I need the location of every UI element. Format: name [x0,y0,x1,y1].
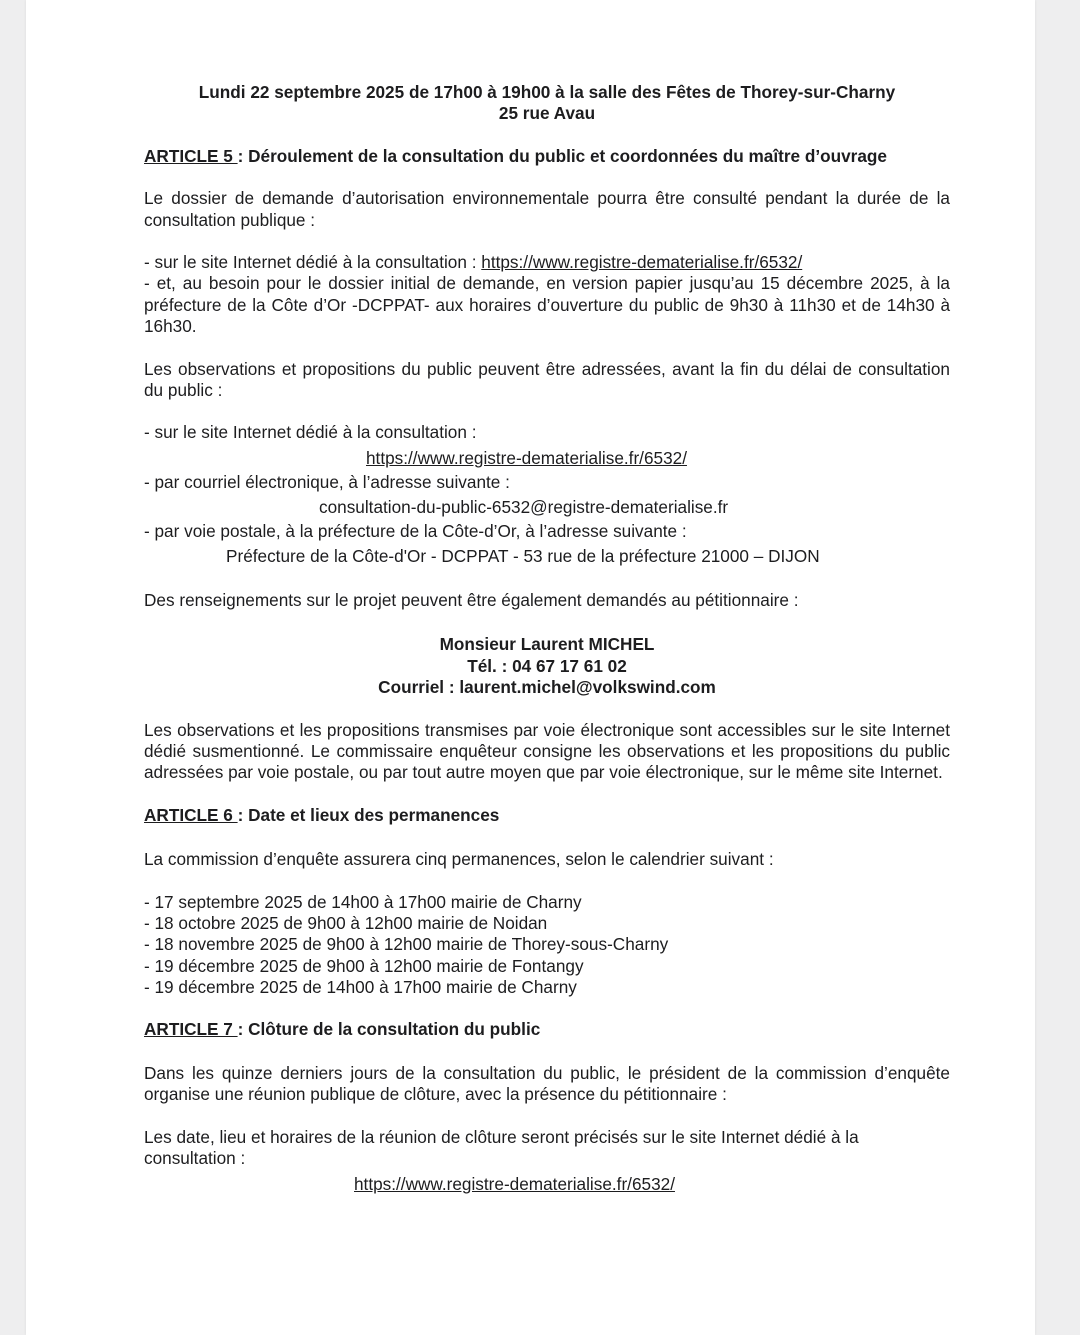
article5-title: : Déroulement de la consultation du public et coordonnées du maître d’ouvrage [237,145,887,166]
closing-registry-link[interactable]: https://www.registre-dematerialise.fr/6532/ [354,1173,675,1194]
article6-title: : Date et lieux des permanences [237,804,500,825]
observations-url-line [144,448,950,469]
article5-site-prefix: - sur le site Internet dédié à la consultation : [144,252,482,273]
observations-intro: Les observations et propositions du public peuvent être adressées, avant la fin du délai de consultation du public : [144,358,950,401]
article7-paragraph-2: Les date, lieu et horaires de la réunion de clôture seront précisés sur le site Internet dédié à la consultation : [144,1126,859,1169]
observations-email[interactable]: consultation-du-public-6532@registre-dematerialise.fr [319,496,729,517]
observations-post-label: - par voie postale, à la préfecture de la Côte-d’Or, à l’adresse suivante : [144,521,687,542]
list-item: - 17 septembre 2025 de 14h00 à 17h00 mairie de Charny [144,891,582,912]
contact-phone: Tél. : 04 67 17 61 02 [467,655,627,676]
article5-heading [144,146,950,167]
accessibility-paragraph: Les observations et les propositions transmises par voie électronique sont accessibles sur le site Internet dédié susmentionné. Le commissaire enquêteur consigne les observations et les propositions du public adressées par voie postale, ou par tout autre moyen que par voie électronique, sur le même site Internet. [144,719,950,783]
article5-intro: Le dossier de demande d’autorisation environnementale pourra être consulté pendant la durée de la consultation publique : [144,188,950,230]
article6-label: ARTICLE 6 [144,804,238,825]
article7-title: : Clôture de la consultation du public [237,1018,541,1039]
info-request: Des renseignements sur le projet peuvent être également demandés au pétitionnaire : [144,589,799,610]
document-page [26,0,1035,1335]
meeting-date-line: Lundi 22 septembre 2025 de 17h00 à 19h00 à la salle des Fêtes de Thorey-sur-Charny [198,82,896,102]
observations-post-line [144,546,950,567]
list-item: - 19 décembre 2025 de 9h00 à 12h00 mairie de Fontangy [144,955,584,976]
article7-label: ARTICLE 7 [144,1018,238,1039]
article7-paragraph-1: Dans les quinze derniers jours de la consultation du public, le président de la commission d’enquête organise une réunion publique de clôture, avec la présence du pétitionnaire : [144,1063,950,1105]
meeting-address-line: 25 rue Avau [498,103,596,124]
article7-url-line [144,1174,950,1195]
article6-heading [144,805,950,826]
observations-email-line [144,497,950,518]
list-item: - 19 décembre 2025 de 14h00 à 17h00 mairie de Charny [144,977,577,998]
document-content [144,82,950,1195]
registry-link[interactable]: https://www.registre-dematerialise.fr/6532/ [481,252,803,273]
article7-heading [144,1019,950,1040]
contact-email: Courriel : laurent.michel@volkswind.com [378,677,716,698]
observations-site-label: - sur le site Internet dédié à la consultation : [144,422,477,443]
article5-label: ARTICLE 5 [144,145,238,166]
article5-site-line [144,252,950,273]
article5-paper-version: - et, au besoin pour le dossier initial de demande, en version papier jusqu’au 15 décembre 2025, à la préfecture de la Côte d’Or -DCPPAT- aux horaires d’ouverture du public de 9h30 à 11h30 et de 14h30 à 16h30. [144,273,950,337]
observations-post-address: Préfecture de la Côte-d'Or - DCPPAT - 53 rue de la préfecture 21000 – DIJON [226,545,820,566]
contact-name: Monsieur Laurent MICHEL [439,634,655,655]
observations-email-label: - par courriel électronique, à l’adresse suivante : [144,472,510,493]
list-item: - 18 novembre 2025 de 9h00 à 12h00 mairie de Thorey-sous-Charny [144,934,669,955]
observations-registry-link[interactable]: https://www.registre-dematerialise.fr/6532/ [366,447,687,468]
list-item: - 18 octobre 2025 de 9h00 à 12h00 mairie de Noidan [144,912,548,933]
article6-intro: La commission d’enquête assurera cinq permanences, selon le calendrier suivant : [144,849,774,870]
permanences-list [144,892,950,999]
